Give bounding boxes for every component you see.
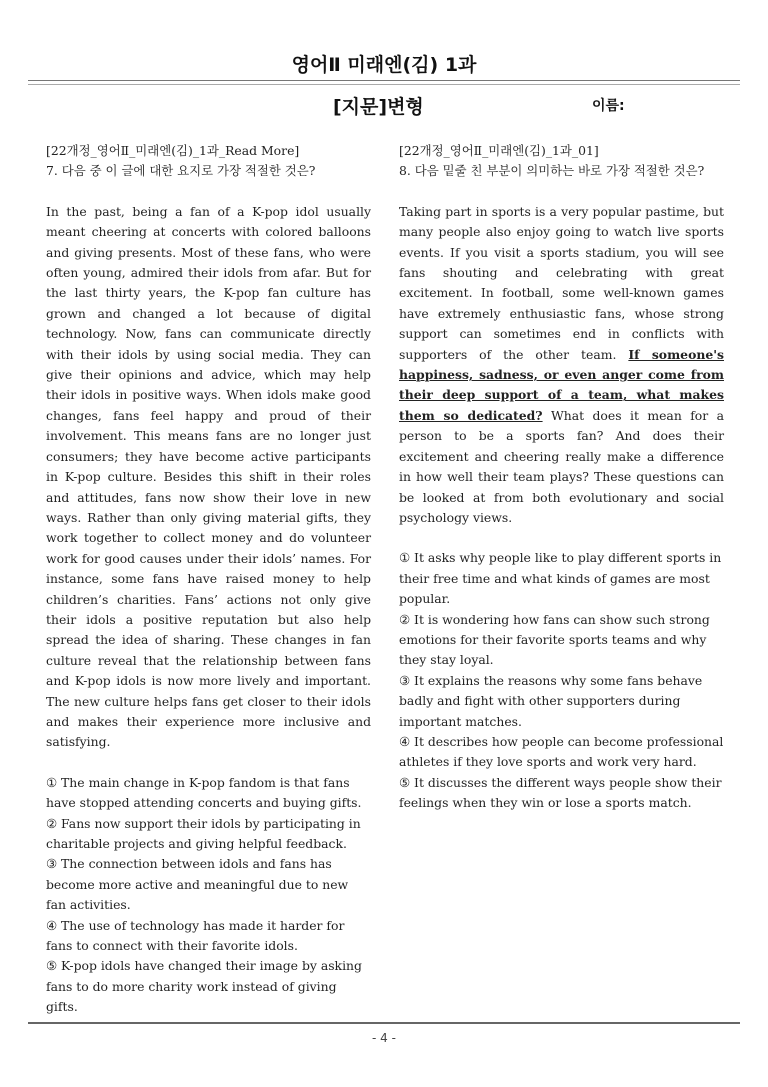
name-field-label: 이름: <box>592 98 625 114</box>
question-7-option-5[interactable]: ⑤ K-pop idols have changed their image by asking fans to do more charity work instead of giving gifts. <box>46 958 362 1015</box>
question-8-passage <box>399 202 724 529</box>
question-8-passage-intro: Taking part in sports is a very popular pastime, but many people also enjoy going to watch live sports events. If you visit a sports stadium, you will see fans shouting and celebrating with great excitement. In football, some well-known games have extremely enthusiastic fans, whose strong support can sometimes end in conflicts with supporters of the other team. <box>399 203 724 362</box>
question-8-option-5[interactable]: ⑤ It discusses the different ways people show their feelings when they win or lose a sports match. <box>399 774 722 811</box>
page-number: - 4 - <box>372 1031 396 1045</box>
header-rule <box>28 80 740 81</box>
question-8-option-2[interactable]: ② It is wondering how fans can show such strong emotions for their favorite sports teams and why they stay loyal. <box>399 611 710 668</box>
question-7-source: [22개정_영어Ⅱ_미래엔(김)_1과_Read More] <box>46 143 300 158</box>
header-rule-secondary <box>28 84 740 85</box>
question-8-option-4[interactable]: ④ It describes how people can become professional athletes if they love sports and work very hard. <box>399 733 724 770</box>
document-title: 영어Ⅱ 미래엔(김) 1과 <box>291 54 477 76</box>
question-8-prompt: 8. 다음 밑줄 친 부분이 의미하는 바로 가장 적절한 것은? <box>399 163 705 179</box>
question-8-option-3[interactable]: ③ It explains the reasons why some fans behave badly and fight with other supporters during important matches. <box>399 672 703 729</box>
right-column <box>399 141 724 814</box>
document-subtitle: [지문]변형 <box>333 96 424 118</box>
question-7-option-2[interactable]: ② Fans now support their idols by participating in charitable projects and giving helpful feedback. <box>46 815 361 851</box>
question-7-option-4[interactable]: ④ The use of technology has made it harder for fans to connect with their favorite idols. <box>46 917 345 954</box>
left-column <box>46 141 371 1018</box>
question-8-source: [22개정_영어Ⅱ_미래엔(김)_1과_01] <box>399 143 599 158</box>
footer-rule <box>28 1022 740 1024</box>
question-8-underlined-sentence: If someone's happiness, sadness, or even anger come from their deep support of a team, what makes them so dedicated? <box>399 346 724 423</box>
question-7-option-1[interactable]: ① The main change in K-pop fandom is that fans have stopped attending concerts and buying gifts. <box>46 774 362 811</box>
question-7-option-3[interactable]: ③ The connection between idols and fans has become more active and meaningful due to new fan activities. <box>46 856 349 913</box>
question-8-passage-end: What does it mean for a person to be a sports fan? And does their excitement and cheering really make a difference in how well their team plays? These questions can be looked at from both evolutionary and social psychology views. <box>399 407 724 525</box>
question-7-prompt: 7. 다음 중 이 글에 대한 요지로 가장 적절한 것은? <box>46 163 316 179</box>
question-8-option-1[interactable]: ① It asks why people like to play different sports in their free time and what kinds of games are most popular. <box>399 550 722 607</box>
question-7-passage: In the past, being a fan of a K-pop idol usually meant cheering at concerts with colored balloons and giving presents. Most of these fans, who were often young, admired their idols from afar. But for the last thirty years, the K-pop fan culture has grown and changed a lot because of digital technology. Now, fans can communicate directly with their idols by using social media. They can give their opinions and advice, which may help their idols in positive ways. When idols make good changes, fans feel happy and proud of their involvement. This means fans are no longer just consumers; they have become active participants in K-pop culture. Besides this shift in their roles and attitudes, fans now show their love in new ways. Rather than only giving material gifts, they work together to collect money and do volunteer work for good causes under their idols’ names. For instance, some fans have raised money to help children’s charities. Fans’ actions not only give their idols a positive reputation but also help spread the idea of sharing. These changes in fan culture reveal that the relationship between fans and K-pop idols is now more lively and important. The new culture helps fans get closer to their idols and makes their experience more inclusive and satisfying. <box>46 203 371 750</box>
